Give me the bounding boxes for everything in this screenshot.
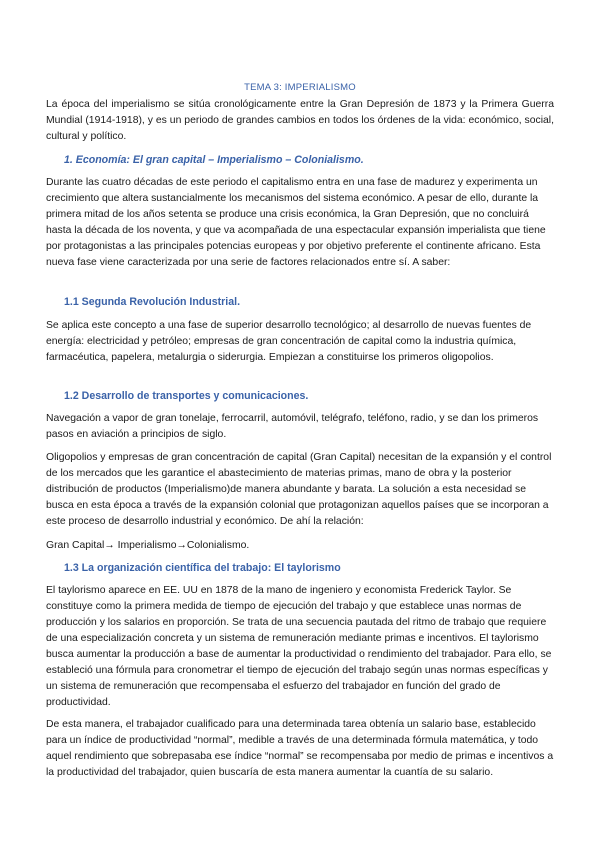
section-1-1-paragraph: Se aplica este concepto a una fase de superior desarrollo tecnológico; al desarrollo de nuevas fuentes de energía: electricidad y petróleo; empresas de gran concentración de capital como la industria química, farmacéutica, papelera, metalurgia o siderurgia. Empiezan a constituirse los primeros oligopolios. [46,320,532,363]
section-1-paragraph: Durante las cuatro décadas de este periodo el capitalismo entra en una fase de madurez y experimenta un crecimiento que altera sustancialmente los mecanismos del sistema económico. A pesar de ello, durante la primera mitad de los años setenta se produce una crisis económica, la Gran Depresión, que no concluirá hasta la década de los noventa, y que va acompañada de una espectacular expansión imperialista que tiene por protagonistas a las principales potencias europeas y por objetivo preferente el continente africano. Esta nueva fase viene caracterizada por una serie de factores relacionados entre sí. A saber: [46,177,546,268]
section-1-3-paragraph-2: De esta manera, el trabajador cualificado para una determinada tarea obtenía un salario base, establecido para un índice de productividad “normal”, medible a través de una determinada fórmula matemática, y todo aquel rendimiento que sobrepasaba ese índice “normal” se recompensaba por medio de primas e incentivos a la productividad del trabajador, quien buscaría de esta manera aumentar la cuantía de su salario. [46,719,554,778]
section-1-heading: 1. Economía: El gran capital – Imperialismo – Colonialismo. [64,154,364,166]
section-1-2-paragraph-1: Navegación a vapor de gran tonelaje, ferrocarril, automóvil, telégrafo, teléfono, radio, y se dan los primeros pasos en aviación a principios de siglo. [46,413,539,440]
section-1-3-paragraph-1: El taylorismo aparece en EE. UU en 1878 de la mano de ingeniero y economista Frederick Taylor. Se constituye como la primera medida de tiempo de ejecución del trabajo y que establece unas normas de producción y los salarios en proporción. Se trata de una secuencia pautada del ritmo de trabajo que requiere de una especialización concreta y un sistema de remuneración mediante primas e incentivos. El taylorismo busca aumentar la producción a base de aumentar la productividad o rendimiento del trabajador. Para ello, se estableció una fórmula para cronometrar el tiempo de ejecución del trabajo según unas normas específicas y un sistema de remuneración que recompensaba el esfuerzo del trabajador en función del grado de productividad. [46,585,552,708]
relation-line: Gran Capital→ Imperialismo→Colonialismo. [46,540,250,551]
intro-paragraph: La época del imperialismo se sitúa cronológicamente entre la Gran Depresión de 1873 y la Primera Guerra Mundial (1914-1918), y es un periodo de grandes cambios en todos los órdenes de la vida: económico, social, cultural y político. [46,99,554,142]
section-1-2-heading: 1.2 Desarrollo de transportes y comunicaciones. [64,390,309,402]
page-title: TEMA 3: IMPERIALISMO [244,82,356,93]
section-1-2-paragraph-2: Oligopolios y empresas de gran concentración de capital (Gran Capital) necesitan de la expansión y el control de los mercados que les garantice el abastecimiento de materias primas, mano de obra y la posterior distribución de productos (Imperialismo)de manera abundante y barata. La solución a esta necesidad se busca en esta época a través de la expansión colonial que protagonizan aquellos países que se incorporan a este proceso de desarrollo industrial y económico. De ahí la relación: [46,452,552,527]
section-1-3-heading: 1.3 La organización científica del trabajo: El taylorismo [64,562,341,574]
section-1-1-heading: 1.1 Segunda Revolución Industrial. [64,296,241,308]
